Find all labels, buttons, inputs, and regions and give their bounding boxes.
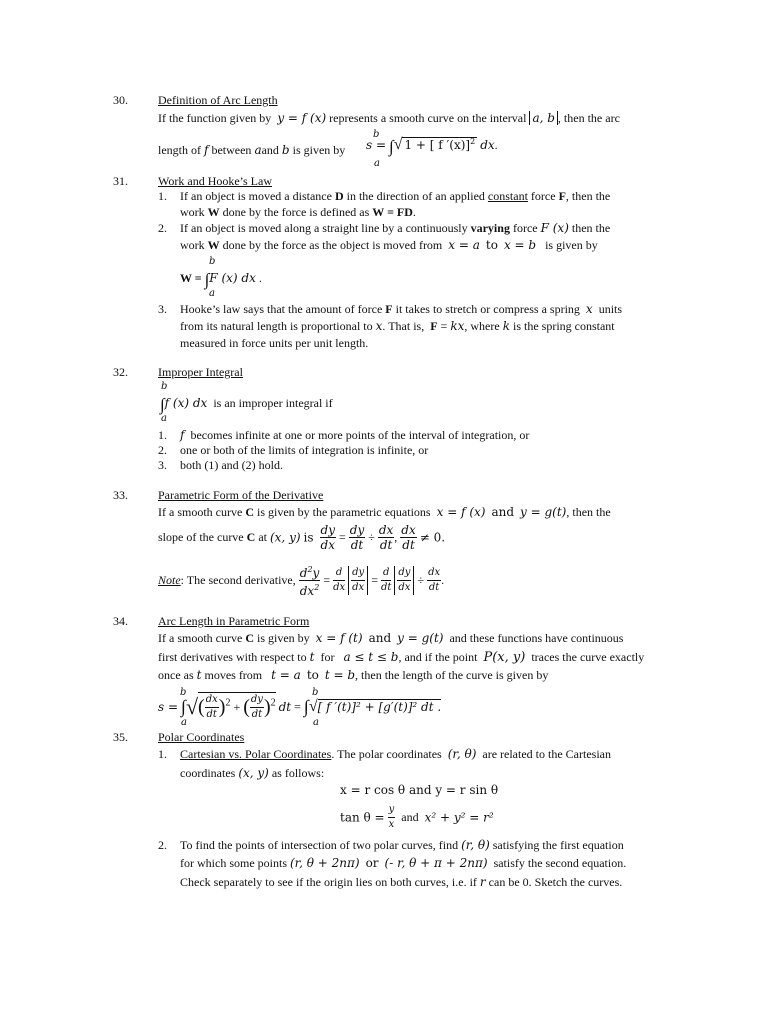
item-number: 35. (113, 730, 128, 744)
text-line: for which some points (r, θ + 2nπ) or (- r, θ + π + 2nπ) satisfy the second equation. (180, 856, 627, 870)
text-line: work W done by the force is defined as W = FD. (180, 205, 416, 219)
lower-limit: a (374, 158, 380, 169)
derivative-formula: slope of the curve C at (x, y) is $\frac{dy}{dx}$ = $\frac{dy}{dt}$ ÷ $\frac{dx}{dt}$ , $\frac{dx}{dt}$ ≠ 0. (158, 523, 446, 552)
lower-limit: a (161, 413, 167, 424)
list-item: 1. If an object is moved a distance D in the direction of an applied constant force F, then the (158, 189, 611, 203)
section-title: Definition of Arc Length (158, 93, 278, 107)
section-title: Polar Coordinates (158, 730, 245, 744)
section-title: Arc Length in Parametric Form (158, 614, 310, 628)
text-line: coordinates (x, y) as follows: (180, 766, 325, 780)
section-title: Improper Integral (158, 365, 243, 379)
upper-limit: b (312, 687, 319, 698)
text-line: If a smooth curve C is given by the parametric equations x = f (x) and y = g(t), then the (158, 505, 611, 519)
second-derivative-formula: Note: The second derivative, $\frac{d^2y}{dx^2}$ = $\frac{d}{dx}$ $\frac{dy}{dx}$ = $\frac{d}{dt}$ $\frac{dy}{dx}$ ÷ $\frac{dx}{dt}$ . (158, 565, 445, 598)
item-number: 34. (113, 614, 128, 628)
list-item: 3. both (1) and (2) hold. (158, 458, 283, 472)
text-line: work W done by the force as the object is moved from x = a to x = b is given by (180, 238, 598, 252)
text-line: If a smooth curve C is given by x = f (t) and y = g(t) and these functions have continuous (158, 631, 624, 645)
item-number: 33. (113, 488, 128, 502)
lower-limit: a (209, 288, 215, 299)
polar-equation: x = r cos θ and y = r sin θ (340, 783, 499, 797)
parametric-arc-length-formula: s = ∫√( $\frac{dx}{dt}$ )$^2$ + ( $\frac{dy}{dt}$ )$^2$ dt = ∫√[ f ′(t)]² + [g′(t)]² dt . (158, 694, 442, 720)
item-number: 30. (113, 93, 128, 107)
upper-limit: b (161, 381, 168, 392)
list-item: 3. Hooke’s law says that the amount of force F it takes to stretch or compress a spring x units (158, 302, 623, 316)
text-line: If the function given by y = f (x) represents a smooth curve on the interval a, b , then the arc (158, 111, 620, 125)
text-line: from its natural length is proportional to x. That is, F = kx, where k is the spring constant (180, 319, 615, 333)
text-line: measured in force units per unit length. (180, 336, 369, 350)
work-formula: W = ∫F (x) dx . (180, 270, 262, 289)
improper-integral: ∫f (x) dx is an improper integral if (160, 395, 333, 414)
text-line: length of f between aand b is given by (158, 143, 346, 157)
list-item: 1. f becomes infinite at one or more points of the interval of integration, or (158, 428, 530, 442)
section-title: Work and Hooke’s Law (158, 174, 273, 188)
item-number: 32. (113, 365, 128, 379)
text-line: first derivatives with respect to t for a ≤ t ≤ b, and if the point P(x, y) traces the curve exactly (158, 650, 645, 665)
section-title: Parametric Form of the Derivative (158, 488, 324, 502)
arc-length-formula: s = ∫√ 1 + [ f ′(x)]$^2$ dx. (366, 136, 498, 156)
text-line: Check separately to see if the origin lies on both curves, i.e. if r can be 0. Sketch the curves. (180, 875, 623, 889)
list-item: 2. To find the points of intersection of two polar curves, find (r, θ) satisfying the first equation (158, 838, 624, 852)
lower-limit: a (181, 717, 187, 728)
upper-limit: b (209, 256, 216, 267)
list-item: 2. If an object is moved along a straight line by a continuously varying force F (x) then the (158, 221, 611, 235)
upper-limit: b (180, 687, 187, 698)
list-item: 1. Cartesian vs. Polar Coordinates. The polar coordinates (r, θ) are related to the Cartesian (158, 747, 611, 761)
tangent-equation: tan θ = $\frac{y}{x}$ and x² + y² = r² (340, 804, 494, 830)
lower-limit: a (313, 717, 319, 728)
upper-limit: b (373, 129, 380, 140)
list-item: 2. one or both of the limits of integration is infinite, or (158, 443, 429, 457)
text-line: once as t moves from t = a to t = b, then the length of the curve is given by (158, 668, 549, 682)
item-number: 31. (113, 174, 128, 188)
